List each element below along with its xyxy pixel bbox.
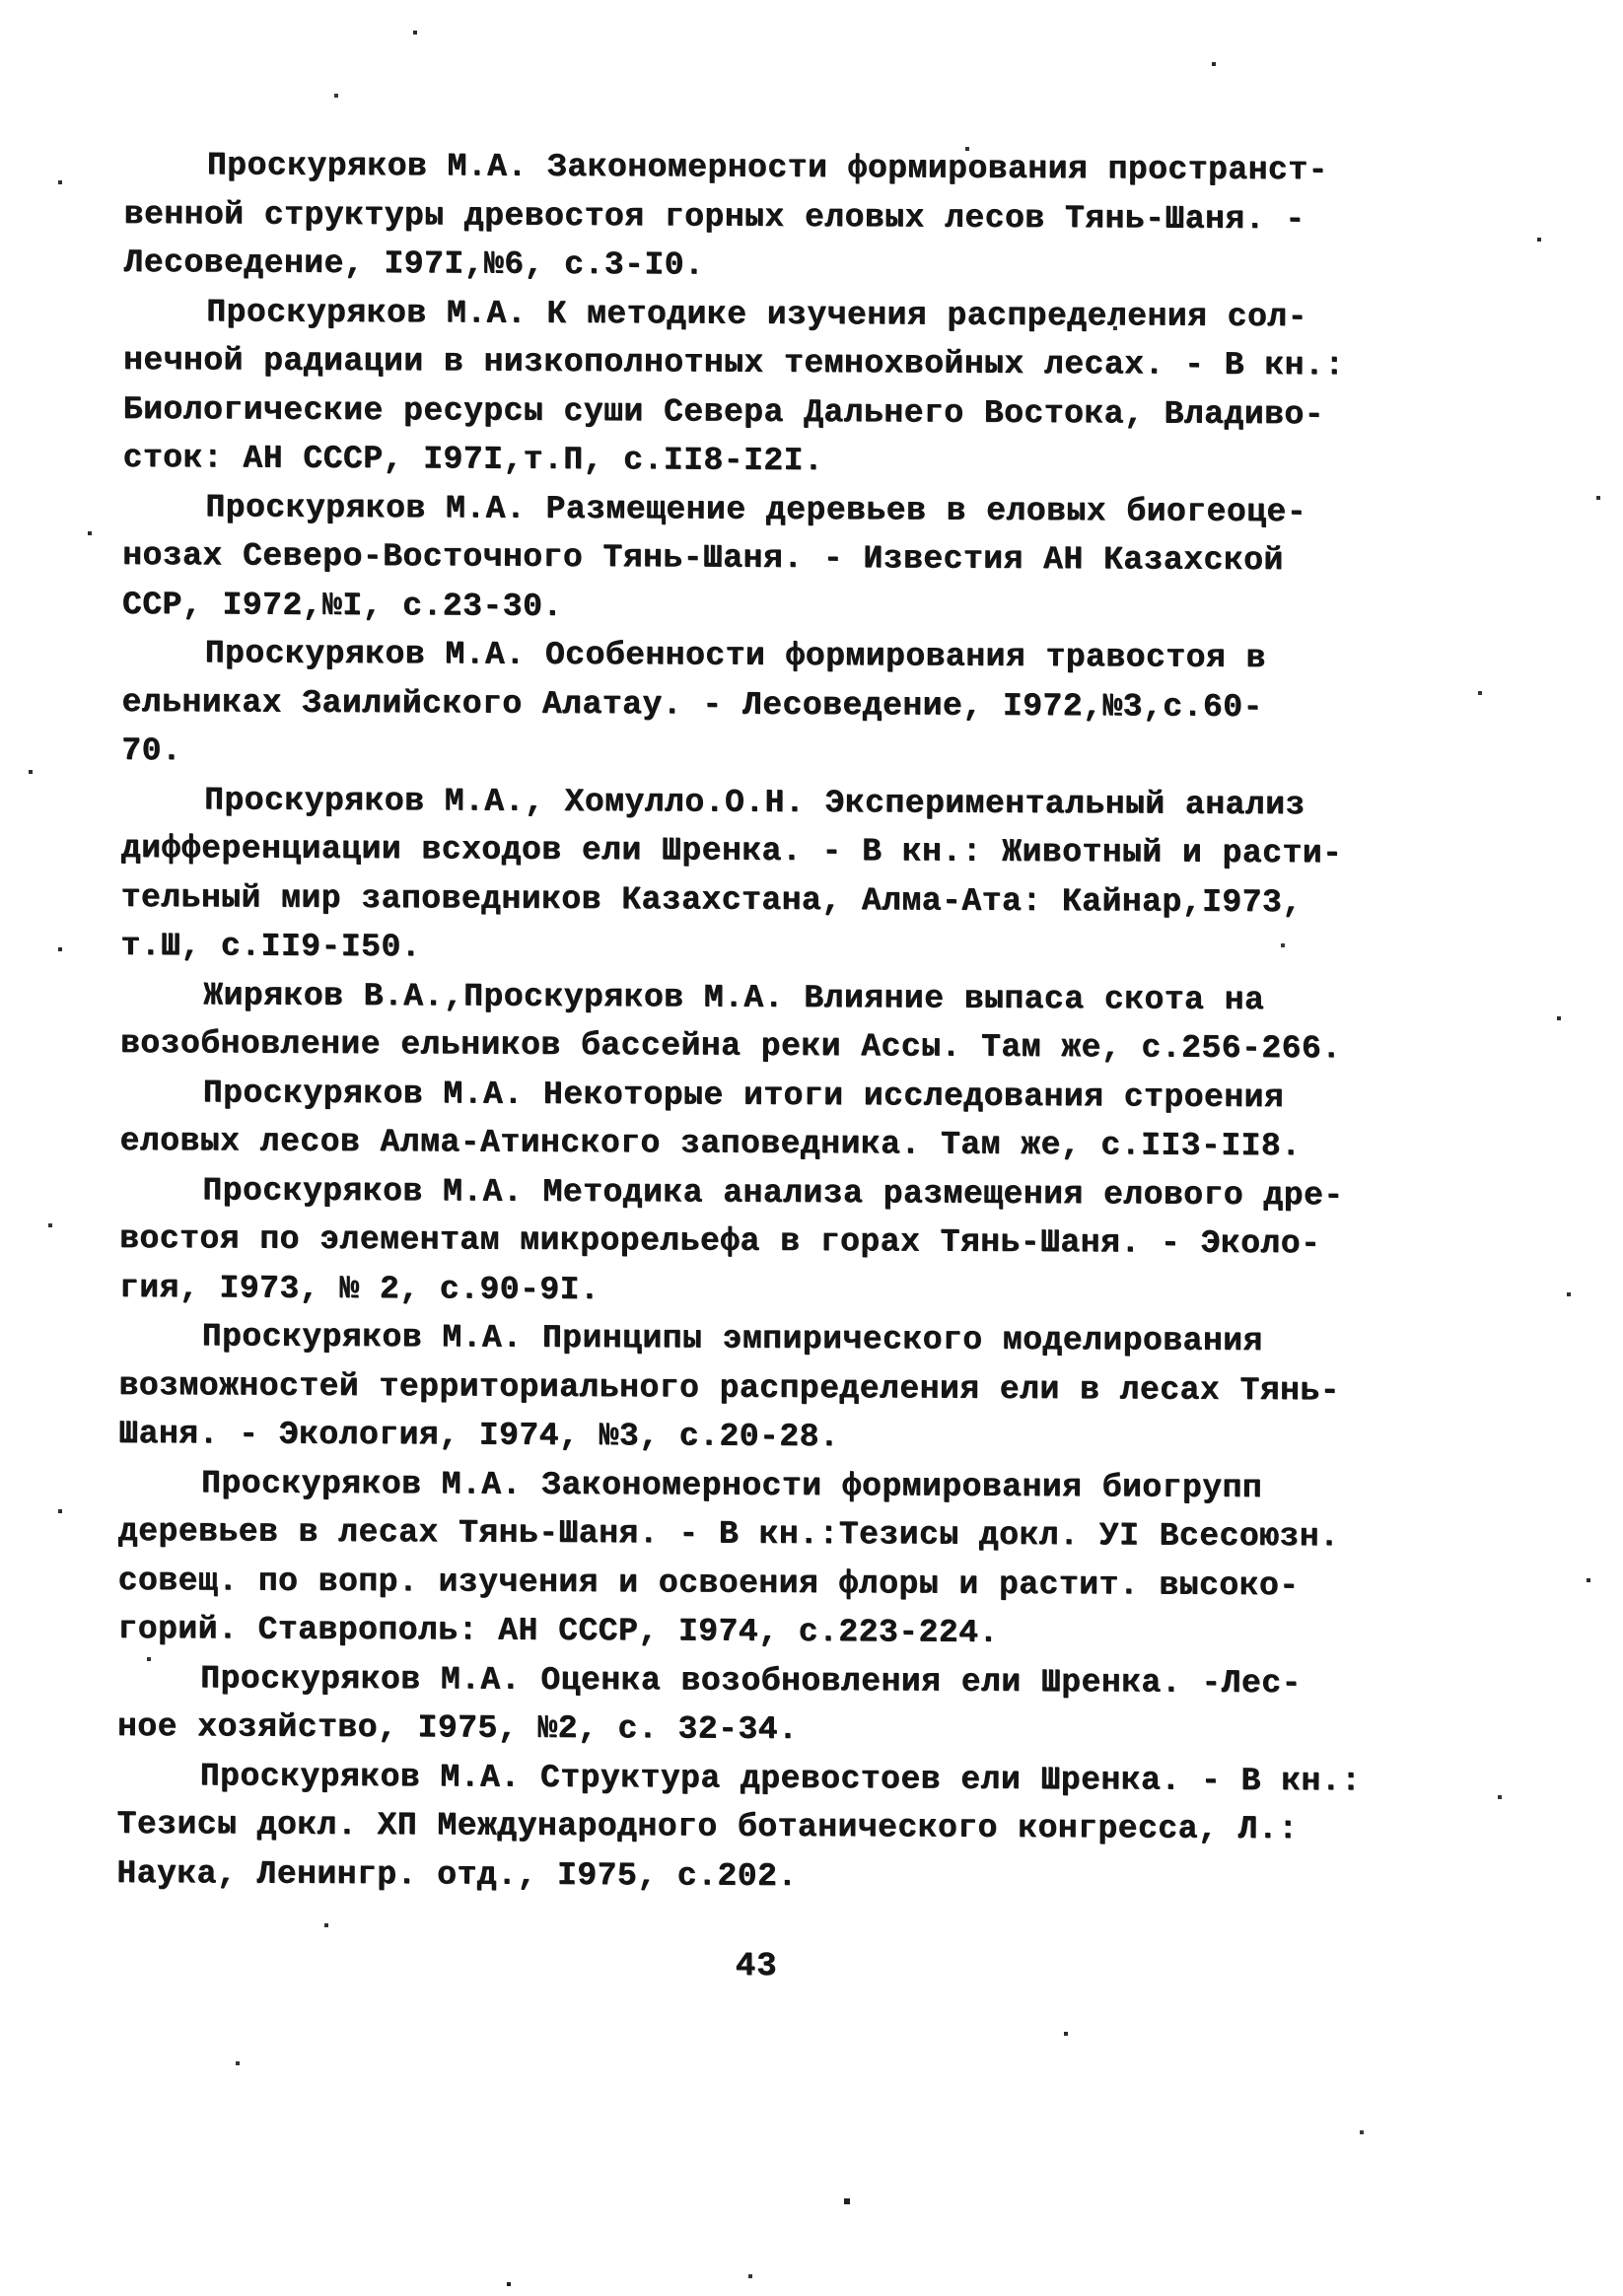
bibliography-line: сток: АН СССР, I97I,т.П, с.II8-I2I. xyxy=(122,439,824,479)
bibliography-entry xyxy=(122,287,1543,488)
bibliography-line: Проскуряков М.А., Хомулло.О.Н. Экспериментальный анализ xyxy=(203,781,1305,823)
bibliography-entry xyxy=(121,629,1542,782)
bibliography-line: еловых лесов Алма-Атинского заповедника. Там же, с.II3-II8. xyxy=(119,1122,1302,1165)
bibliography-entry xyxy=(122,482,1543,635)
bibliography-line: т.Ш, с.II9-I50. xyxy=(120,927,421,966)
bibliography-line: Проскуряков М.А. Размещение деревьев в еловых биогеоце- xyxy=(205,488,1307,530)
scan-noise-speckles xyxy=(0,0,2,2)
bibliography-line: Проскуряков М.А. Закономерности формирования биогрупп xyxy=(200,1464,1263,1506)
bibliography-line: Наука, Ленингр. отд., I975, с.202. xyxy=(116,1854,798,1895)
bibliography-line: возобновление ельников бассейна реки Ассы. Там же, с.256-266. xyxy=(119,1024,1342,1068)
bibliography-line: венной структуры древостоя горных еловых лесов Тянь-Шаня. - xyxy=(123,195,1305,238)
bibliography-line: ельниках Заилийского Алатау. - Лесоведение, I972,№3,с.60- xyxy=(121,683,1263,726)
bibliography-line: гия, I973, № 2, с.90-9I. xyxy=(118,1269,600,1308)
bibliography-entry xyxy=(117,1458,1538,1659)
bibliography-line: Тезисы докл. ХП Международного ботанического конгресса, Л.: xyxy=(116,1805,1299,1848)
bibliography-entry xyxy=(118,1312,1539,1465)
bibliography-entry xyxy=(123,141,1544,294)
bibliography-line: ССР, I972,№I, с.23-30. xyxy=(121,586,563,625)
bibliography-line: Проскуряков М.А. Оценка возобновления ели Шренка. -Лес- xyxy=(200,1659,1302,1702)
bibliography-line: Проскуряков М.А. Принципы эмпирического моделирования xyxy=(201,1318,1263,1359)
bibliography-line: тельный мир заповедников Казахстана, Алма-Ата: Кайнар,I973, xyxy=(120,878,1303,921)
bibliography-entry xyxy=(116,1751,1537,1904)
bibliography-line: возможностей территориального распределения ели в лесах Тянь- xyxy=(118,1366,1340,1409)
bibliography-line: Шаня. - Экология, I974, №3, с.20-28. xyxy=(118,1415,840,1456)
bibliography-entry xyxy=(117,1653,1537,1757)
bibliography-line: Биологические ресурсы суши Севера Дальнего Востока, Владиво- xyxy=(122,390,1324,433)
bibliography-line: дифференциации всходов ели Шренка. - В кн.: Животный и расти- xyxy=(120,829,1343,872)
bibliography-line: Проскуряков М.А. Особенности формирования травостоя в xyxy=(204,635,1266,676)
bibliography-line: Проскуряков М.А. Закономерности формирования пространст- xyxy=(206,147,1328,189)
bibliography-line: Жиряков В.А.,Проскуряков М.А. Влияние выпаса скота на xyxy=(203,976,1265,1018)
bibliography-entry xyxy=(119,1068,1539,1171)
bibliography-entry xyxy=(119,1165,1540,1318)
bibliography xyxy=(116,141,1544,1904)
bibliography-line: Лесоведение, I97I,№6, с.3-I0. xyxy=(123,244,705,284)
bibliography-line: Проскуряков М.А. Структура древостоев ели Шренка. - В кн.: xyxy=(199,1757,1362,1799)
bibliography-line: совещ. по вопр. изучения и освоения флоры и растит. высоко- xyxy=(117,1562,1300,1604)
bibliography-entry xyxy=(120,970,1540,1074)
bibliography-line: Проскуряков М.А. Методика анализа размещения елового дре- xyxy=(202,1171,1344,1214)
bibliography-line: Проскуряков М.А. Некоторые итоги исследования строения xyxy=(202,1074,1285,1116)
page-number: 43 xyxy=(735,1948,778,1985)
bibliography-line: нечной радиации в низкополнотных темнохвойных лесах. - В кн.: xyxy=(122,341,1345,384)
bibliography-line: горий. Ставрополь: АН СССР, I974, с.223-224. xyxy=(117,1610,999,1651)
bibliography-line: ное хозяйство, I975, №2, с. 32-34. xyxy=(116,1707,799,1748)
bibliography-entry xyxy=(120,775,1541,976)
bibliography-line: 70. xyxy=(121,731,182,770)
bibliography-line: деревьев в лесах Тянь-Шаня. - В кн.:Тезисы докл. УI Всесоюзн. xyxy=(117,1512,1340,1556)
bibliography-line: Проскуряков М.А. К методике изучения распределения сол- xyxy=(206,293,1307,335)
bibliography-line: нозах Северо-Восточного Тянь-Шаня. - Известия АН Казахской xyxy=(121,536,1284,580)
bibliography-line: востоя по элементам микрорельефа в горах Тянь-Шаня. - Эколо- xyxy=(118,1219,1321,1263)
